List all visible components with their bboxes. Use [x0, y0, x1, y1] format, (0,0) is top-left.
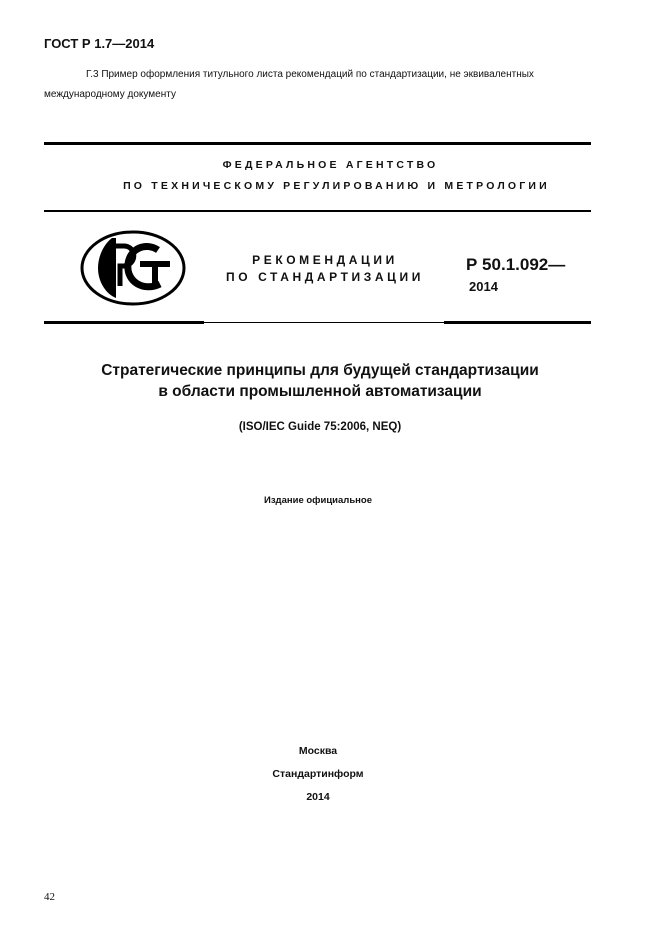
document-title-line-1: Стратегические принципы для будущей стандартизации — [101, 362, 539, 379]
recommendation-type-line-1: РЕКОМЕНДАЦИИ — [252, 253, 398, 267]
bottom-rule-middle — [204, 322, 444, 323]
imprint-city: Москва — [298, 745, 338, 757]
example-note — [44, 65, 604, 105]
imprint-publisher: Стандартинформ — [272, 768, 364, 780]
bottom-rule-right — [444, 321, 591, 324]
recommendation-year: 2014 — [469, 279, 498, 294]
rst-logo-graphic — [80, 230, 186, 306]
imprint-year: 2014 — [306, 791, 330, 803]
recommendation-type — [210, 252, 440, 286]
recommendation-type-line-2: ПО СТАНДАРТИЗАЦИИ — [226, 270, 424, 284]
document-title-line-2: в области промышленной автоматизации — [158, 383, 482, 400]
agency-line-2: ПО ТЕХНИЧЕСКОМУ РЕГУЛИРОВАНИЮ И МЕТРОЛОГИИ — [123, 180, 550, 192]
example-note-text: Г.3 Пример оформления титульного листа рекомендаций по стандартизации, не эквивалентных международному документу — [44, 69, 534, 100]
top-rule — [44, 142, 591, 145]
page-number: 42 — [44, 891, 55, 903]
edition-label: Издание официальное — [264, 495, 372, 506]
recommendation-number: Р 50.1.092— — [466, 255, 566, 274]
standard-code: ГОСТ Р 1.7—2014 — [44, 36, 155, 51]
bottom-rule-left — [44, 321, 204, 324]
rst-logo-icon — [80, 230, 186, 306]
document-title — [0, 360, 640, 402]
international-reference: (ISO/IEC Guide 75:2006, NEQ) — [238, 421, 402, 433]
agency-rule — [44, 210, 591, 212]
agency-line-1: ФЕДЕРАЛЬНОЕ АГЕНТСТВО — [222, 159, 439, 171]
